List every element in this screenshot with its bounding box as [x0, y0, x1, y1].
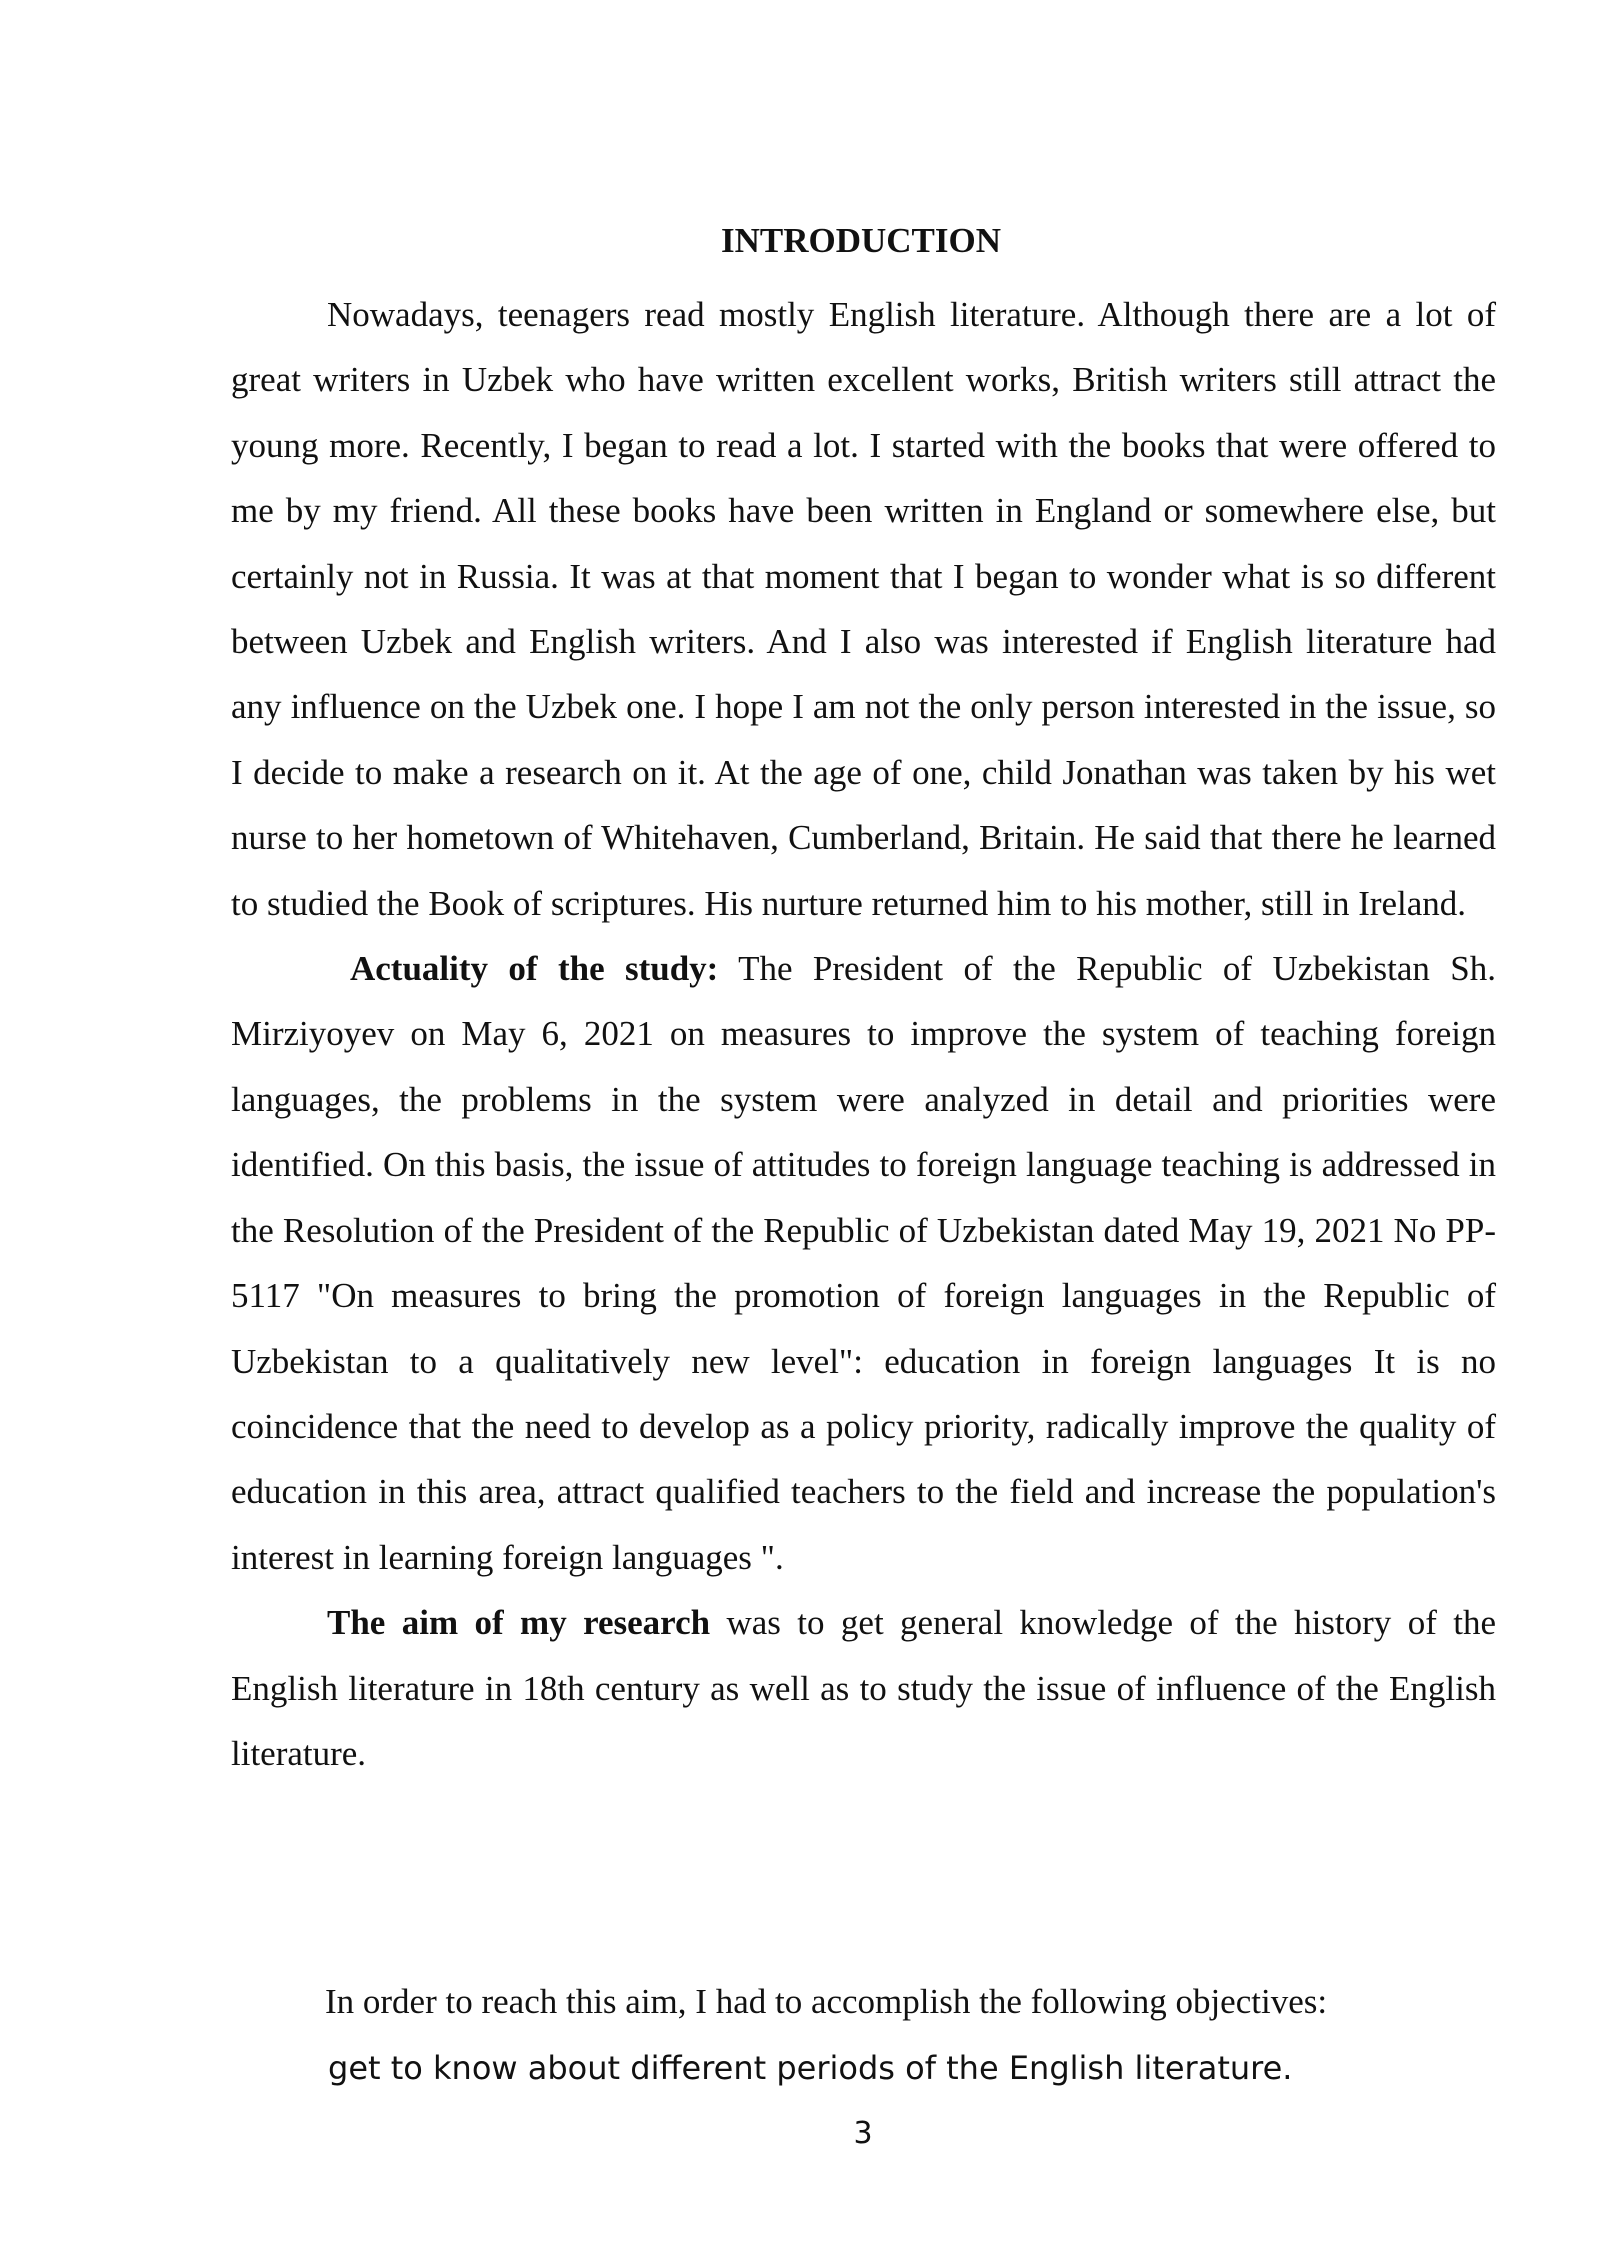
objectives-intro: In order to reach this aim, I had to accomplish the following objectives: [325, 1982, 1328, 2021]
body-text [231, 282, 1496, 1786]
actuality-paragraph [231, 936, 1496, 1590]
actuality-label: Actuality of the study: [350, 949, 719, 989]
page-title: INTRODUCTION [720, 221, 1002, 260]
intro-paragraph: Nowadays, teenagers read mostly English literature. Although there are a lot of great writers in Uzbek who have written excellent works, British writers still attract the young more. Recently, I began to read a lot. I started with the books that were offered to me by my friend. All these books have been written in England or somewhere else, but certainly not in Russia. It was at that moment that I began to wonder what is so different between Uzbek and English writers. And I also was interested if English literature had any influence on the Uzbek one. I hope I am not the only person interested in the issue, so I decide to make a research on it. At the age of one, child Jonathan was taken by his wet nurse to her hometown of Whitehaven, Cumberland, Britain. He said that there he learned to studied the Book of scriptures. His nurture returned him to his mother, still in Ireland. [231, 295, 1496, 923]
aim-text: was to get general knowledge of the history of the English literature in 18th century as well as to study the issue of influence of the English literature. [231, 1603, 1496, 1773]
aim-paragraph [231, 1590, 1496, 1786]
aim-label: The aim of my research [327, 1603, 711, 1643]
page-number: 3 [853, 2116, 873, 2151]
objective-item: get to know about different periods of the English literature. [328, 2049, 1293, 2087]
actuality-text: The President of the Republic of Uzbekistan Sh. Mirziyoyev on May 6, 2021 on measures to improve the system of teaching foreign languages, the problems in the system were analyzed in detail and priorities were identified. On this basis, the issue of attitudes to foreign language teaching is addressed in the Resolution of the President of the Republic of Uzbekistan dated May 19, 2021 No PP-5117 "On measures to bring the promotion of foreign languages in the Republic of Uzbekistan to a qualitatively new level": education in foreign languages It is no coincidence that the need to develop as a policy priority, radically improve the quality of education in this area, attract qualified teachers to the field and increase the population's interest in learning foreign languages ". [231, 949, 1496, 1577]
